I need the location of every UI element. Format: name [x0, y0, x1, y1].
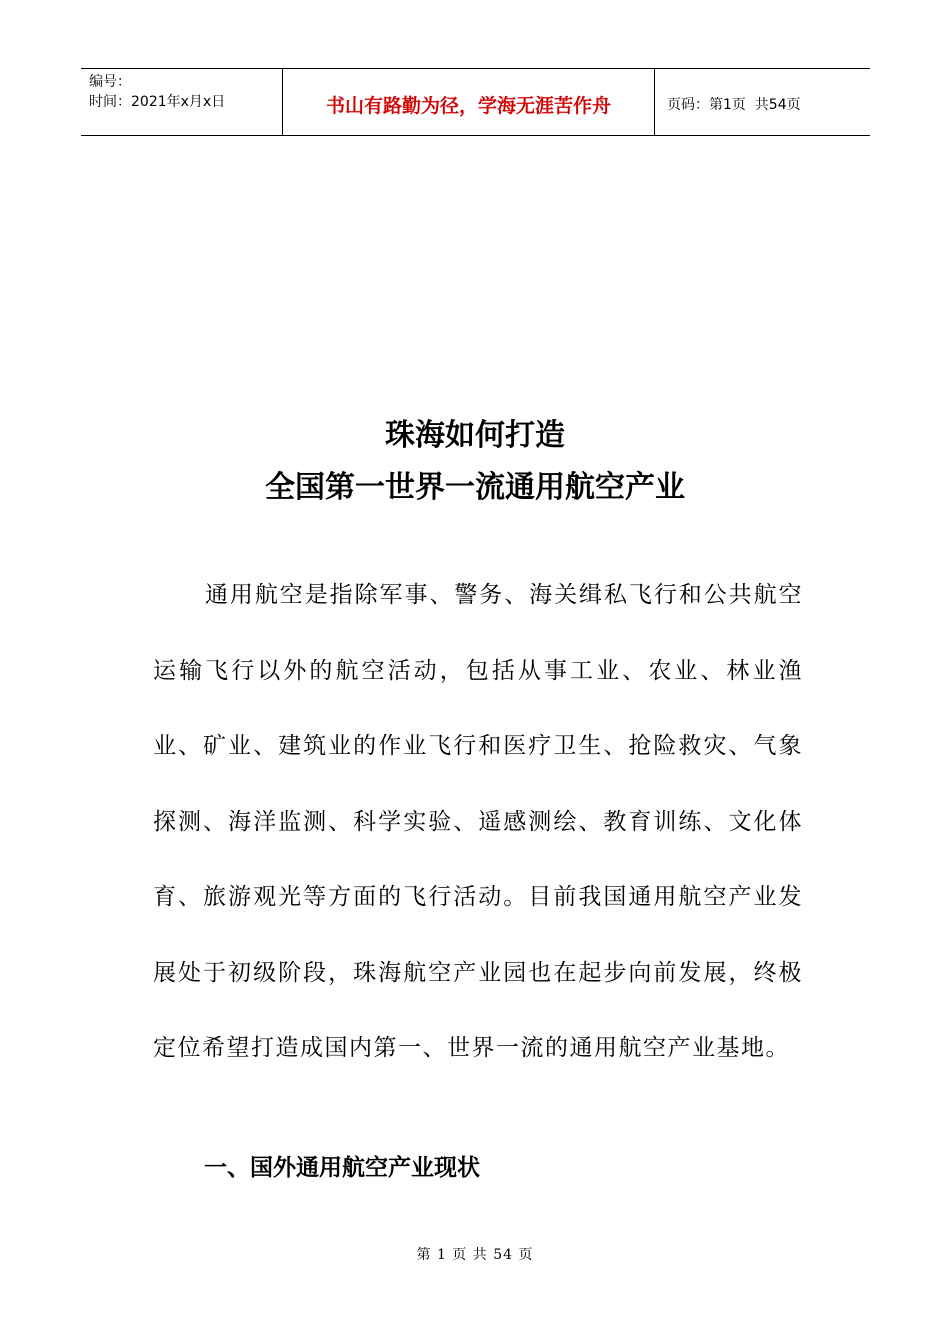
header-meta [81, 69, 282, 135]
page-header [81, 68, 870, 136]
header-motto: 书山有路勤为径，学海无涯苦作舟 [282, 69, 655, 135]
page-footer [0, 1244, 950, 1264]
section-heading: 一、国外通用航空产业现状 [204, 1155, 480, 1181]
body-paragraph: 通用航空是指除军事、警务、海关缉私飞行和公共航空运输飞行以外的航空活动，包括从事工业、农业、林业渔业、矿业、建筑业的作业飞行和医疗卫生、抢险救灾、气象探测、海洋监测、科学实验、遥感测绘、教育训练、文化体育、旅游观光等方面的飞行活动。目前我国通用航空产业发展处于初级阶段，珠海航空产业园也在起步向前发展，终极定位希望打造成国内第一、世界一流的通用航空产业基地。 [153, 582, 803, 1061]
time-label: 时间：2021年x月x日 [89, 94, 226, 110]
number-label: 编号： [89, 74, 131, 90]
header-page-info [655, 69, 870, 135]
page-info-text: 页码：第1页 共54页 [667, 97, 801, 113]
footer-page-number: 第 1 页 共 54 页 [416, 1247, 534, 1263]
document-title-line-1: 珠海如何打造 [385, 418, 565, 453]
document-title-line-2: 全国第一世界一流通用航空产业 [265, 470, 685, 505]
